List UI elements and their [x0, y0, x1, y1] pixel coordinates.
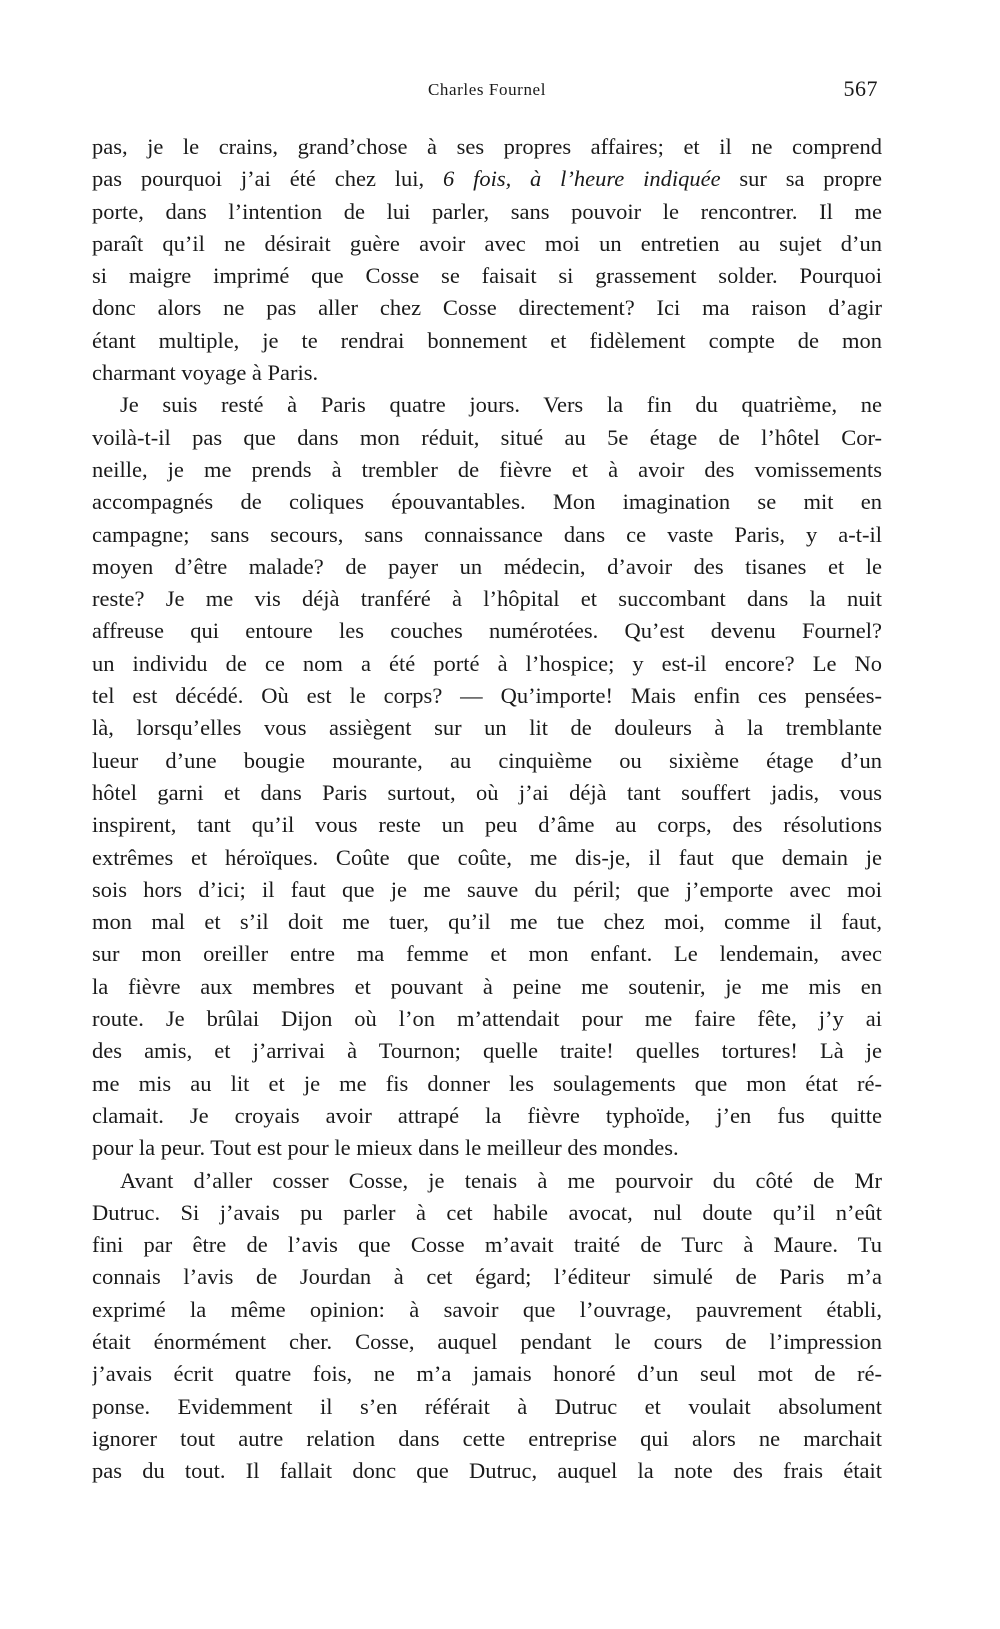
- text-line: sois hors d’ici; il faut que je me sauve du péril; que j’emporte avec moi: [92, 876, 882, 902]
- text-line: la fièvre aux membres et pouvant à peine me soutenir, je me mis en: [92, 973, 882, 999]
- text-line: mon mal et s’il doit me tuer, qu’il me tue chez moi, comme il faut,: [92, 909, 882, 935]
- text-line: lueur d’une bougie mourante, au cinquième ou sixième étage d’un: [92, 747, 882, 773]
- text-line-with-italic: [92, 163, 882, 195]
- text-line: hôtel garni et dans Paris surtout, où j’ai déjà tant souffert jadis, vous: [92, 779, 882, 805]
- text-line: extrêmes et héroïques. Coûte que coûte, me dis-je, il faut que demain je: [92, 844, 882, 870]
- text-line: accompagnés de coliques épouvantables. Mon imagination se mit en: [92, 489, 882, 515]
- running-head: [92, 76, 882, 106]
- text-line: clamait. Je croyais avoir attrapé la fièvre typhoïde, j’en fus quitte: [92, 1102, 882, 1128]
- text-line: ignorer tout autre relation dans cette entreprise qui alors ne marchait: [92, 1425, 882, 1451]
- text-segment: pas pourquoi j’ai été chez lui,: [92, 166, 443, 192]
- text-line: porte, dans l’intention de lui parler, sans pouvoir le rencontrer. Il me: [92, 198, 882, 224]
- italic-emphasis: 6 fois, à l’heure indiquée: [443, 166, 721, 192]
- paragraph-start-line: Je suis resté à Paris quatre jours. Vers la fin du quatrième, ne: [120, 392, 882, 418]
- text-line: me mis au lit et je me fis donner les soulagements que mon état ré-: [92, 1070, 882, 1096]
- text-line: voilà-t-il pas que dans mon réduit, situé au 5e étage de l’hôtel Cor-: [92, 424, 882, 450]
- text-line: si maigre imprimé que Cosse se faisait si grassement solder. Pourquoi: [92, 263, 882, 289]
- text-line: Dutruc. Si j’avais pu parler à cet habile avocat, nul doute qu’il n’eût: [92, 1199, 882, 1225]
- text-line: étant multiple, je te rendrai bonnement et fidèlement compte de mon: [92, 327, 882, 353]
- paragraph-start-line: Avant d’aller cosser Cosse, je tenais à me pourvoir du côté de Mr: [120, 1167, 882, 1193]
- text-line: pas du tout. Il fallait donc que Dutruc, auquel la note des frais était: [92, 1458, 882, 1484]
- text-line: pas, je le crains, grand’chose à ses propres affaires; et il ne comprend: [92, 134, 882, 159]
- body-text: [92, 131, 882, 1487]
- text-line: moyen d’être malade? de payer un médecin, d’avoir des tisanes et le: [92, 553, 882, 579]
- text-line: connais l’avis de Jourdan à cet égard; l’éditeur simulé de Paris m’a: [92, 1264, 882, 1290]
- text-line: là, lorsqu’elles vous assiègent sur un lit de douleurs à la tremblante: [92, 715, 882, 741]
- text-line: était énormément cher. Cosse, auquel pendant le cours de l’impression: [92, 1328, 882, 1354]
- text-line: ponse. Evidemment il s’en référait à Dutruc et voulait absolument: [92, 1393, 882, 1419]
- text-line: donc alors ne pas aller chez Cosse directement? Ici ma raison d’agir: [92, 295, 882, 321]
- text-line: paraît qu’il ne désirait guère avoir avec moi un entretien au sujet d’un: [92, 230, 882, 256]
- page-number: 567: [843, 76, 878, 101]
- text-line: fini par être de l’avis que Cosse m’avait traité de Turc à Maure. Tu: [92, 1232, 882, 1258]
- paragraph-end-line: pour la peur. Tout est pour le mieux dans le meilleur des mondes.: [92, 1135, 679, 1161]
- text-line: route. Je brûlai Dijon où l’on m’attendait pour me faire fête, j’y ai: [92, 1006, 882, 1032]
- text-line: exprimé la même opinion: à savoir que l’ouvrage, pauvrement établi,: [92, 1296, 882, 1322]
- text-segment: sur sa propre: [720, 166, 882, 192]
- text-line: sur mon oreiller entre ma femme et mon enfant. Le lendemain, avec: [92, 941, 882, 967]
- text-line: affreuse qui entoure les couches numérotées. Qu’est devenu Fournel?: [92, 618, 882, 644]
- text-line: campagne; sans secours, sans connaissance dans ce vaste Paris, y a-t-il: [92, 521, 882, 547]
- text-line: neille, je me prends à trembler de fièvre et à avoir des vomissements: [92, 456, 882, 482]
- text-line: reste? Je me vis déjà tranféré à l’hôpital et succombant dans la nuit: [92, 586, 882, 612]
- text-line: un individu de ce nom a été porté à l’hospice; y est-il encore? Le No: [92, 650, 882, 676]
- text-line: des amis, et j’arrivai à Tournon; quelle traite! quelles tortures! Là je: [92, 1038, 882, 1064]
- text-line: tel est décédé. Où est le corps? — Qu’importe! Mais enfin ces pensées-: [92, 683, 882, 709]
- text-line: inspirent, tant qu’il vous reste un peu d’âme au corps, des résolutions: [92, 812, 882, 838]
- text-line: j’avais écrit quatre fois, ne m’a jamais honoré d’un seul mot de ré-: [92, 1361, 882, 1387]
- paragraph-end-line: charmant voyage à Paris.: [92, 360, 319, 386]
- running-title: Charles Fournel: [427, 80, 547, 99]
